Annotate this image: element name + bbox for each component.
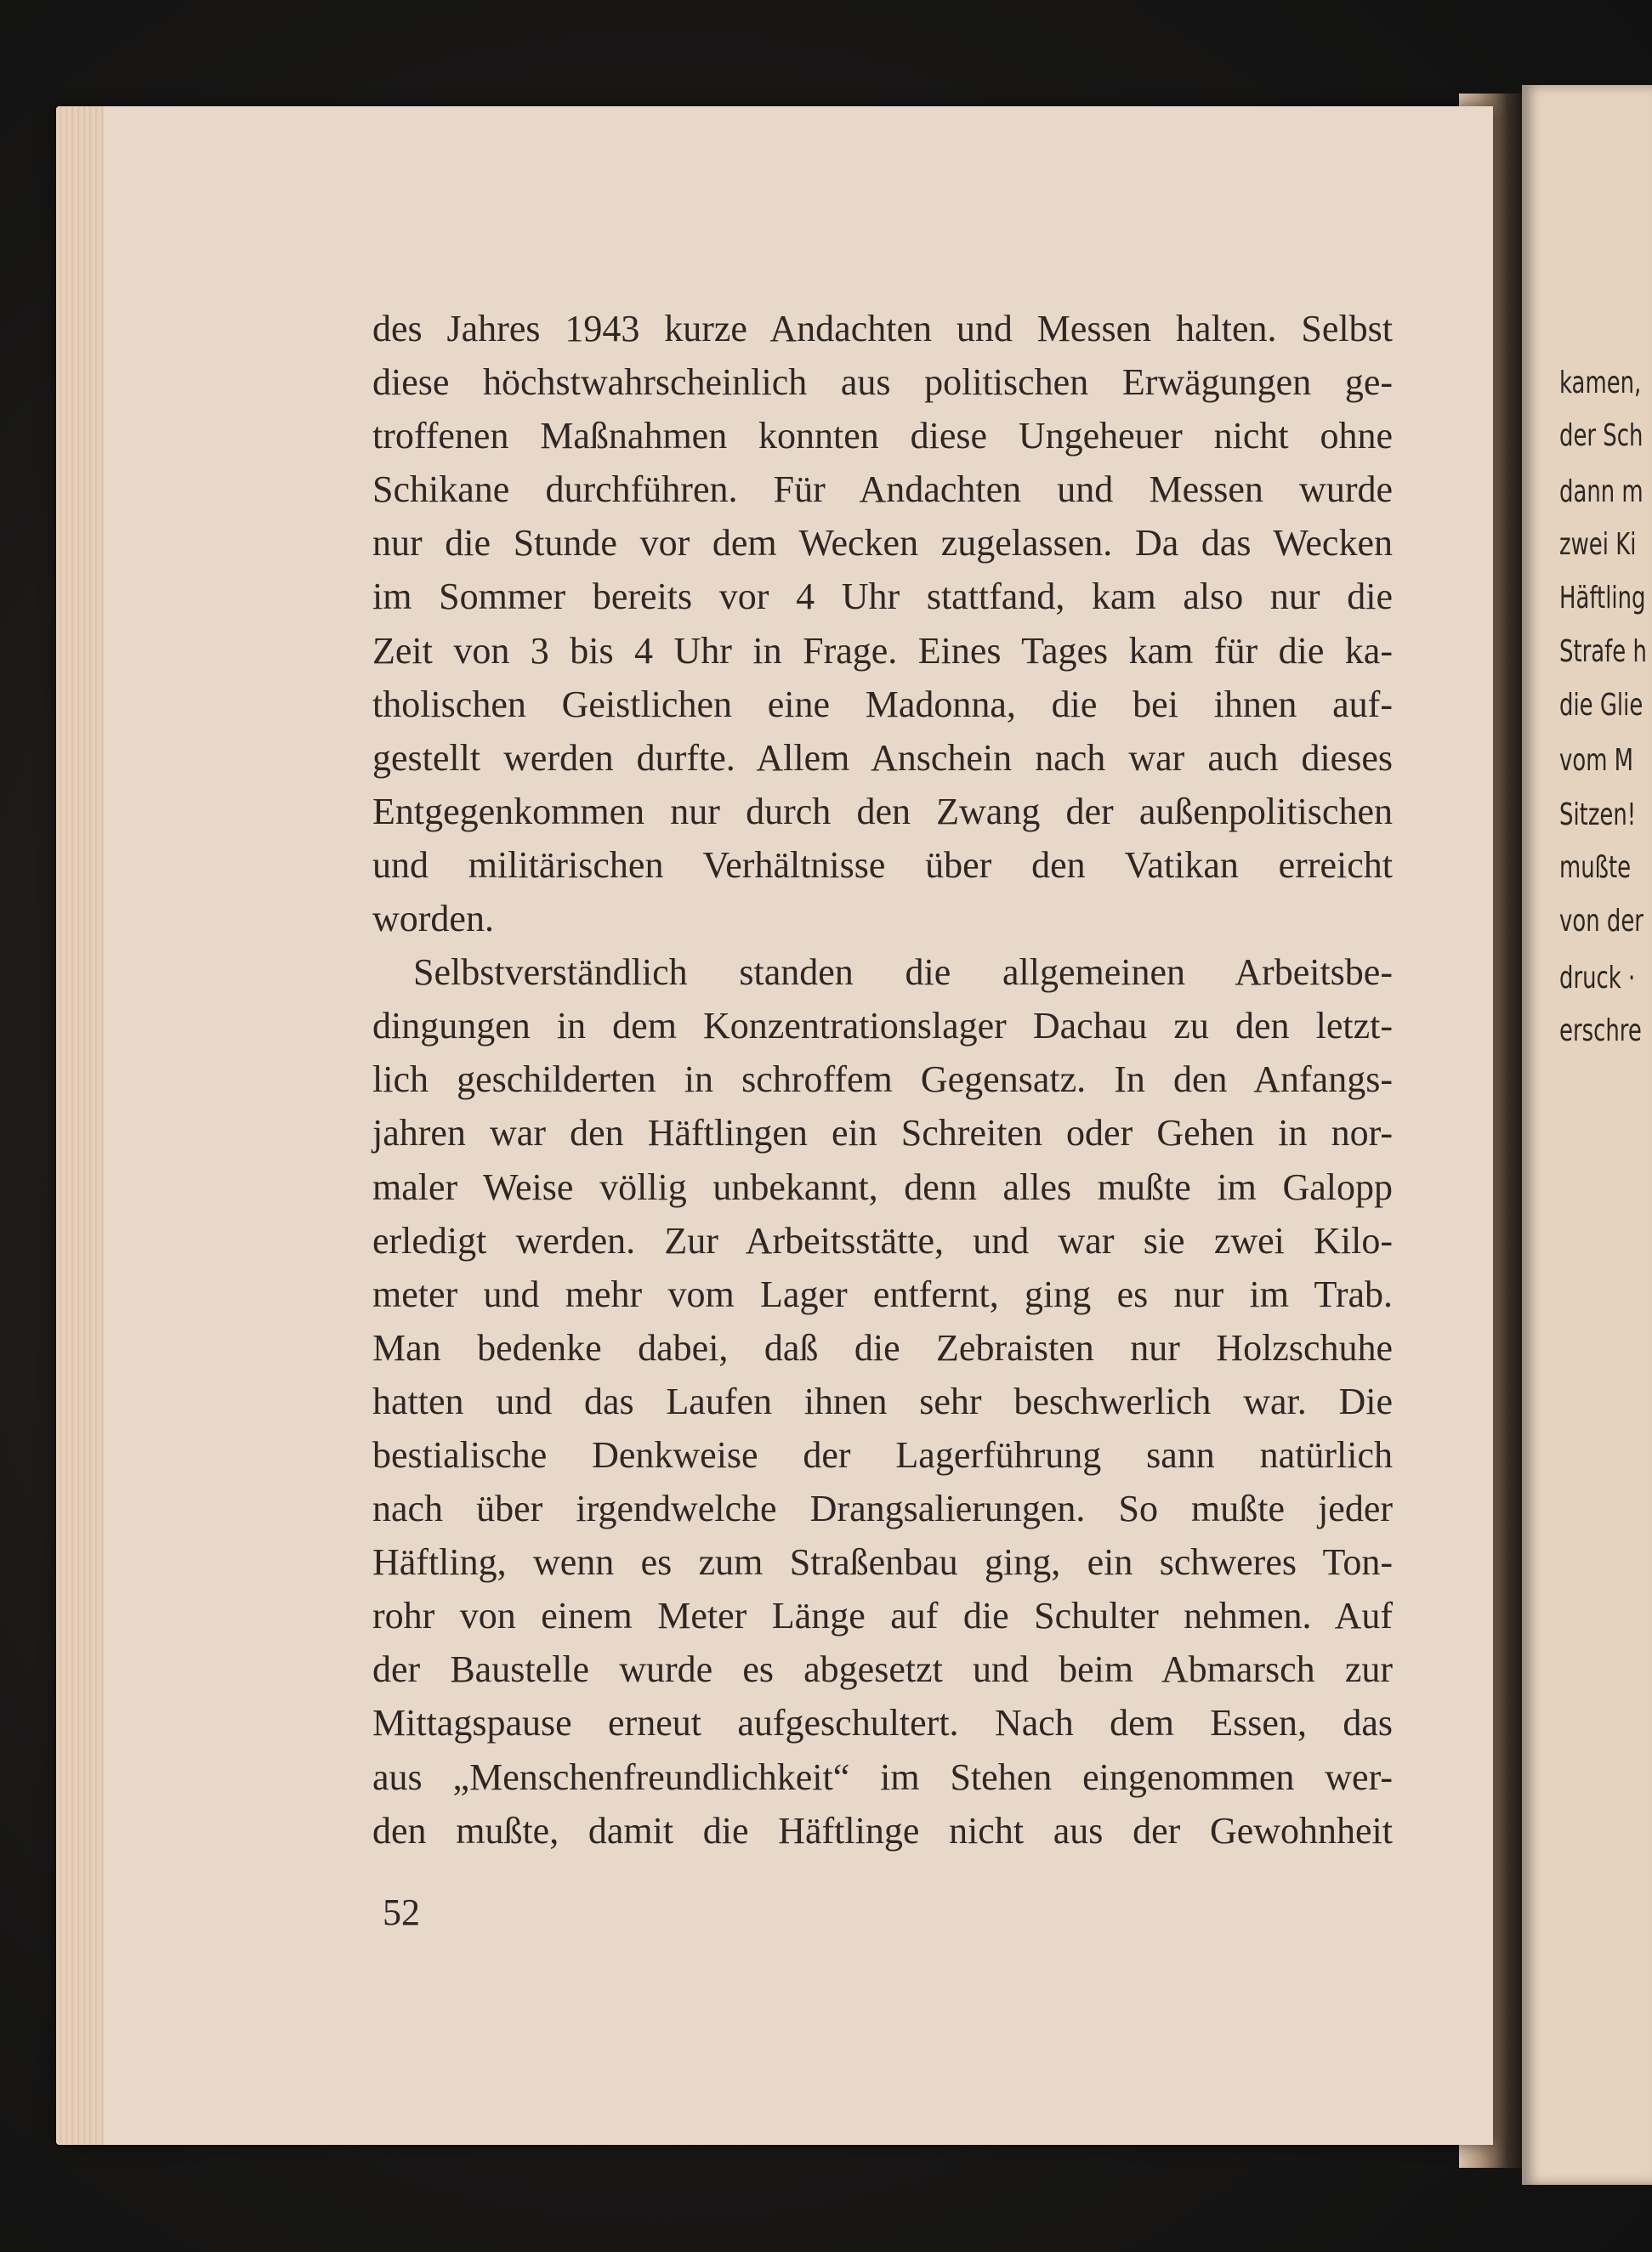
right-page-line: zwei Ki: [1559, 527, 1637, 562]
text-line: hatten und das Laufen ihnen sehr beschwerlich war. Die: [372, 1380, 1393, 1422]
paragraph-2: [372, 945, 1393, 1858]
text-line: dingungen in dem Konzentrationslager Dachau zu den letzt-: [372, 1005, 1393, 1047]
right-page-line: von der: [1559, 904, 1643, 939]
text-line: Zeit von 3 bis 4 Uhr in Frage. Eines Tages kam für die ka-: [372, 629, 1393, 672]
text-line: Schikane durchführen. Für Andachten und Messen wurde: [372, 468, 1393, 511]
text-line: aus „Menschenfreundlichkeit“ im Stehen eingenommen wer-: [372, 1756, 1393, 1798]
right-page-line: Sitzen!: [1559, 797, 1637, 832]
right-page-line: kamen,: [1559, 366, 1642, 400]
page-number: 52: [383, 1892, 420, 1933]
right-page-line: Häftling: [1559, 581, 1646, 615]
text-line: tholischen Geistlichen eine Madonna, die bei ihnen auf-: [372, 683, 1393, 725]
text-line: Selbstverständlich standen die allgemeinen Arbeitsbe-: [413, 951, 1393, 994]
page-edges: [56, 106, 104, 2145]
right-page-line: die Glie: [1559, 688, 1643, 723]
text-line: des Jahres 1943 kurze Andachten und Messen halten. Selbst: [372, 308, 1393, 349]
text-line: im Sommer bereits vor 4 Uhr stattfand, kam also nur die: [372, 576, 1393, 618]
right-page-line: druck ·: [1559, 961, 1636, 996]
text-line: rohr von einem Meter Länge auf die Schulter nehmen. Auf: [372, 1595, 1393, 1637]
text-line: nach über irgendwelche Drangsalierungen. So mußte jeder: [372, 1488, 1393, 1530]
right-page-line: der Sch: [1559, 418, 1643, 453]
text-line: worden.: [372, 898, 494, 940]
text-line: der Baustelle wurde es abgesetzt und beim Abmarsch zur: [372, 1648, 1393, 1691]
text-line: bestialische Denkweise der Lagerführung sann natürlich: [372, 1433, 1393, 1476]
text-line: erledigt werden. Zur Arbeitsstätte, und war sie zwei Kilo-: [372, 1219, 1393, 1262]
text-line: Häftling, wenn es zum Straßenbau ging, ein schweres Ton-: [372, 1541, 1393, 1584]
body-text: [372, 302, 1393, 1858]
right-page-line: Strafe h: [1559, 634, 1647, 669]
text-line: meter und mehr vom Lager entfernt, ging es nur im Trab.: [372, 1273, 1393, 1315]
right-page-line: vom M: [1559, 743, 1634, 778]
text-line: maler Weise völlig unbekannt, denn alles mußte im Galopp: [372, 1166, 1393, 1208]
right-page-line: dann m: [1559, 474, 1643, 509]
text-line: jahren war den Häftlingen ein Schreiten oder Gehen in nor-: [372, 1112, 1393, 1154]
text-line: troffenen Maßnahmen konnten diese Ungeheuer nicht ohne: [372, 415, 1393, 457]
paragraph-1: [372, 302, 1393, 945]
right-page: [1522, 85, 1652, 2185]
right-page-line: erschre: [1559, 1013, 1642, 1048]
text-line: Man bedenke dabei, daß die Zebraisten nur Holzschuhe: [372, 1326, 1393, 1369]
text-line: und militärischen Verhältnisse über den Vatikan erreicht: [372, 843, 1393, 886]
text-line: Mittagspause erneut aufgeschultert. Nach dem Essen, das: [372, 1702, 1393, 1744]
text-line: Entgegenkommen nur durch den Zwang der außenpolitischen: [372, 790, 1393, 832]
right-page-line: mußte: [1559, 850, 1632, 885]
text-line: diese höchstwahrscheinlich aus politischen Erwägungen ge-: [372, 361, 1393, 404]
text-line: lich geschilderten in schroffem Gegensatz. In den Anfangs-: [372, 1058, 1393, 1101]
text-line: gestellt werden durfte. Allem Anschein nach war auch dieses: [372, 736, 1393, 779]
text-line: nur die Stunde vor dem Wecken zugelassen. Da das Wecken: [372, 522, 1393, 564]
text-line: den mußte, damit die Häftlinge nicht aus der Gewohnheit: [372, 1809, 1393, 1852]
